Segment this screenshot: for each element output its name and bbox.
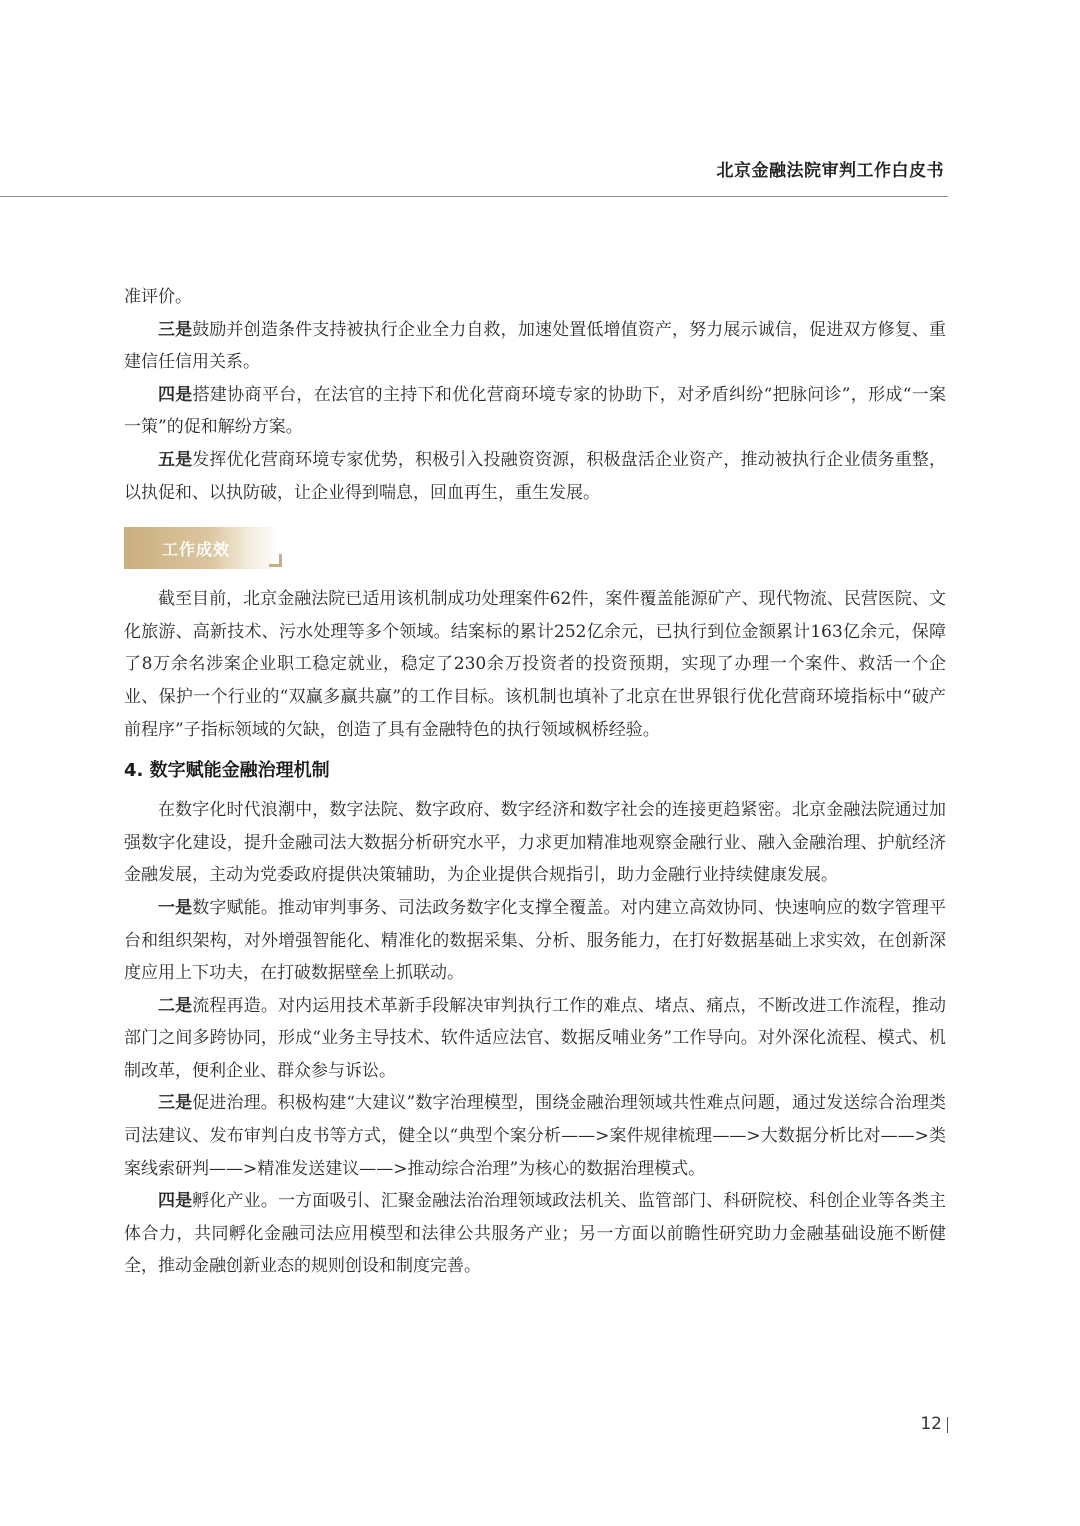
list-item-text: 流程再造。对内运用技术革新手段解决审判执行工作的难点、堵点、痛点，不断改进工作流程，推动部门之间多跨协同，形成“业务主导技术、软件适应法官、数据反哺业务”工作导向。对外深化流程、模式、机制改革，便利企业、群众参与诉讼。 (124, 995, 947, 1081)
page-body (124, 281, 946, 1283)
header-divider (0, 196, 948, 197)
list-item-lead: 二是 (158, 995, 193, 1016)
list-item-text: 促进治理。积极构建“大建议”数字治理模型，围绕金融治理领域共性难点问题，通过发送综合治理类司法建议、发布审判白皮书等方式，健全以“典型个案分析——>案件规律梳理——>大数据分析比对——>类案线索研判——>精准发送建议——>推动综合治理”为核心的数据治理模式。 (124, 1093, 946, 1179)
list-item-lead: 四是 (158, 1191, 193, 1212)
list-item-text: 数字赋能。推动审判事务、司法政务数字化支撑全覆盖。对内建立高效协同、快速响应的数字管理平台和组织架构，对外增强智能化、精准化的数据采集、分析、服务能力，在打好数据基础上求实效，在创新深度应用上下功夫，在打破数据壁垒上抓联动。 (124, 897, 947, 984)
list-item-lead: 五是 (158, 449, 193, 470)
results-paragraph: 截至目前，北京金融法院已适用该机制成功处理案件62件，案件覆盖能源矿产、现代物流、民营医院、文化旅游、高新技术、污水处理等多个领域。结案标的累计252亿余元，已执行到位金额累计163亿余元，保障了8万余名涉案企业职工稳定就业，稳定了230余万投资者的投资预期，实现了办理一个案件、救活一个企业、保护一个行业的“双赢多赢共赢”的工作目标。该机制也填补了北京在世界银行优化营商环境指标中“破产前程序”子指标领域的欠缺，创造了具有金融特色的执行领域枫桥经验。 (124, 589, 946, 740)
banner-label: 工作成效 (162, 540, 231, 560)
page-number-divider (947, 1417, 949, 1433)
section-intro-paragraph: 在数字化时代浪潮中，数字法院、数字政府、数字经济和数字社会的连接更趋紧密。北京金融法院通过加强数字化建设，提升金融司法大数据分析研究水平，力求更加精准地观察金融行业、融入金融治理、护航经济金融发展，主动为党委政府提供决策辅助，为企业提供合规指引，助力金融行业持续健康发展。 (124, 800, 946, 886)
section-item-4 (124, 1185, 946, 1283)
banner-corner-mark (269, 554, 282, 567)
list-item-text: 发挥优化营商环境专家优势，积极引入投融资资源，积极盘活企业资产，推动被执行企业债务重整，以执促和、以执防破，让企业得到喘息，回血再生，重生发展。 (124, 449, 947, 503)
list-item-text: 鼓励并创造条件支持被执行企业全力自救，加速处置低增值资产，努力展示诚信，促进双方修复、重建信任信用关系。 (124, 319, 947, 373)
list-item-lead: 三是 (158, 1093, 193, 1114)
section-banner (124, 527, 280, 569)
section-item-1 (124, 892, 946, 990)
list-item-5 (124, 444, 946, 509)
list-item-lead: 一是 (158, 897, 193, 918)
list-item-3 (124, 314, 946, 379)
section-item-3 (124, 1087, 946, 1185)
section-heading: 4. 数字赋能金融治理机制 (124, 760, 330, 782)
page-number: 12 (920, 1414, 942, 1434)
list-item-lead: 四是 (158, 384, 193, 405)
list-item-text: 搭建协商平台，在法官的主持下和优化营商环境专家的协助下，对矛盾纠纷“把脉问诊”，形成“一案一策”的促和解纷方案。 (124, 384, 946, 438)
paragraph-continuation: 准评价。 (124, 287, 192, 307)
section-item-2 (124, 990, 946, 1088)
list-item-lead: 三是 (158, 319, 193, 340)
list-item-4 (124, 379, 946, 444)
list-item-text: 孵化产业。一方面吸引、汇聚金融法治治理领域政法机关、监管部门、科研院校、科创企业等各类主体合力，共同孵化金融司法应用模型和法律公共服务产业；另一方面以前瞻性研究助力金融基础设施不断健全，推动金融创新业态的规则创设和制度完善。 (124, 1191, 947, 1277)
running-header-title: 北京金融法院审判工作白皮书 (716, 161, 944, 181)
